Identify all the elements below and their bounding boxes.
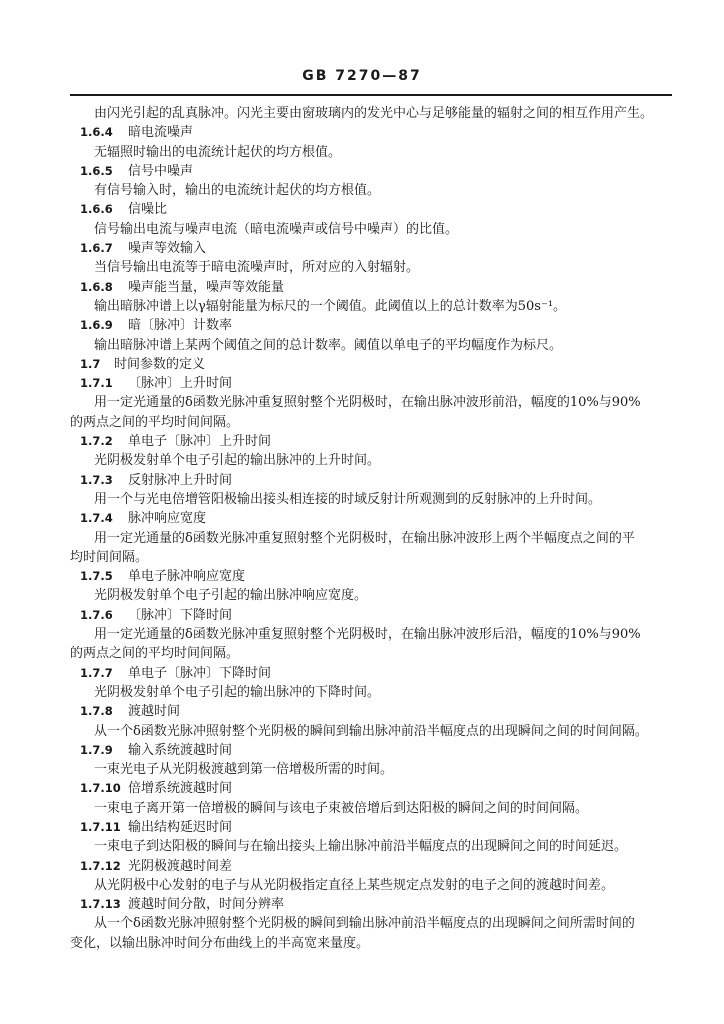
- clause-number: 1.6.4: [80, 125, 113, 140]
- clause-title: 反射脉冲上升时间: [128, 472, 233, 488]
- paragraph-line: 输出暗脉冲谱上以γ辐射能量为标尺的一个阈值。此阈值以上的总计数率为50s⁻¹。: [94, 298, 567, 314]
- clause-heading: [70, 567, 674, 586]
- clause-title: 暗〔脉冲〕计数率: [128, 318, 233, 334]
- clause-heading: [70, 471, 674, 490]
- clause-heading: [70, 200, 674, 219]
- clause-heading: [70, 606, 674, 625]
- document-body: [70, 104, 674, 953]
- paragraph-continuation: 的两点之间的平均时间间隔。: [70, 414, 240, 430]
- paragraph-line: 用一定光通量的δ函数光脉冲重复照射整个光阴极时，在输出脉冲波形前沿，幅度的10%与90%: [94, 395, 641, 411]
- paragraph-line: 一束电子离开第一倍增极的瞬间与该电子束被倍增后到达阳极的瞬间之间的时间间隔。: [94, 800, 589, 816]
- section-heading: [70, 355, 674, 374]
- clause-title: 渡越时间分散，时间分辨率: [128, 897, 285, 913]
- clause-number: 1.7.10: [80, 781, 121, 796]
- clause-title: 渡越时间: [128, 704, 181, 720]
- paragraph-line: 输出暗脉冲谱上某两个阈值之间的总计数率。阈值以单电子的平均幅度作为标尺。: [94, 337, 563, 353]
- paragraph-line: 信号输出电流与噪声电流（暗电流噪声或信号中噪声）的比值。: [94, 221, 459, 237]
- clause-title: 脉冲响应宽度: [128, 511, 207, 527]
- clause-number: 1.7.8: [80, 704, 113, 719]
- paragraph-continuation: 的两点之间的平均时间间隔。: [70, 646, 240, 662]
- clause-heading: [70, 664, 674, 683]
- paragraph-line: 当信号输出电流等于暗电流噪声时，所对应的入射辐射。: [94, 260, 420, 276]
- clause-heading: [70, 509, 674, 528]
- page-header: [0, 68, 724, 84]
- paragraph-continuation: 变化，以输出脉冲时间分布曲线上的半高宽来量度。: [70, 935, 370, 951]
- clause-title: 暗电流噪声: [128, 125, 194, 141]
- clause-heading: [70, 162, 674, 181]
- clause-title: 噪声等效输入: [128, 241, 207, 257]
- clause-title: 信噪比: [128, 202, 168, 218]
- clause-number: 1.6.8: [80, 279, 113, 294]
- paragraph-line: 用一个与光电倍增管阳极输出接头相连接的时域反射计所观测到的反射脉冲的上升时间。: [94, 491, 602, 507]
- standard-number: GB 7270—87: [302, 68, 422, 84]
- clause-heading: [70, 857, 674, 876]
- clause-title: 信号中噪声: [128, 163, 194, 179]
- clause-heading: [70, 278, 674, 297]
- clause-number: 1.7.12: [80, 858, 121, 873]
- clause-heading: [70, 432, 674, 451]
- clause-number: 1.6.5: [80, 163, 113, 178]
- paragraph-line: 从光阴极中心发射的电子与从光阴极指定直径上某些规定点发射的电子之间的渡越时间差。: [94, 877, 615, 893]
- paragraph-line: 用一定光通量的δ函数光脉冲重复照射整个光阴极时，在输出脉冲波形后沿，幅度的10%与90%: [94, 627, 641, 643]
- clause-number: 1.7.5: [80, 569, 113, 584]
- paragraph-line: 从一个δ函数光脉冲照射整个光阴极的瞬间到输出脉冲前沿半幅度点的出现瞬间之间的时间间隔。: [94, 723, 648, 739]
- clause-heading: [70, 741, 674, 760]
- clause-title: 噪声能当量，噪声等效能量: [128, 279, 285, 295]
- clause-title: 输出结构延迟时间: [128, 819, 233, 835]
- clause-number: 1.7.13: [80, 897, 121, 912]
- clause-number: 1.7.2: [80, 434, 113, 449]
- paragraph-line: 光阴极发射单个电子引起的输出脉冲响应宽度。: [94, 588, 368, 604]
- clause-heading: [70, 895, 674, 914]
- clause-title: 〔脉冲〕下降时间: [128, 607, 233, 623]
- clause-number: 1.6.9: [80, 318, 113, 333]
- clause-heading: [70, 374, 674, 393]
- clause-number: 1.7.4: [80, 511, 113, 526]
- clause-heading: [70, 818, 674, 837]
- paragraph-line: 光阴极发射单个电子引起的输出脉冲的下降时间。: [94, 684, 381, 700]
- clause-number: 1.6.6: [80, 202, 113, 217]
- clause-heading: [70, 316, 674, 335]
- clause-number: 1.6.7: [80, 241, 113, 256]
- clause-number: 1.7.9: [80, 742, 113, 757]
- clause-number: 1.7.6: [80, 607, 113, 622]
- paragraph-line: 一束光电子从光阴极渡越到第一倍增极所需的时间。: [94, 762, 394, 778]
- clause-title: 单电子〔脉冲〕下降时间: [128, 665, 272, 681]
- clause-number: 1.7.11: [80, 819, 121, 834]
- clause-title: 〔脉冲〕上升时间: [128, 376, 233, 392]
- clause-number: 1.7.7: [80, 665, 113, 680]
- clause-heading: [70, 123, 674, 142]
- paragraph-line: 由闪光引起的乱真脉冲。闪光主要由窗玻璃内的发光中心与足够能量的辐射之间的相互作用产生。: [94, 106, 654, 121]
- paragraph-line: 有信号输入时，输出的电流统计起伏的均方根值。: [94, 183, 381, 199]
- header-rule: [70, 94, 672, 96]
- paragraph-line: 用一定光通量的δ函数光脉冲重复照射整个光阴极时，在输出脉冲波形上两个半幅度点之间的平: [94, 530, 635, 546]
- clause-number: 1.7: [80, 356, 101, 371]
- clause-title: 单电子脉冲响应宽度: [128, 569, 246, 585]
- paragraph-line: 一束电子到达阳极的瞬间与在输出接头上输出脉冲前沿半幅度点的出现瞬间之间的时间延迟。: [94, 839, 628, 855]
- clause-title: 时间参数的定义: [114, 356, 206, 372]
- paragraph-line: 光阴极发射单个电子引起的输出脉冲的上升时间。: [94, 453, 381, 469]
- clause-number: 1.7.1: [80, 376, 113, 391]
- paragraph-continuation: 均时间间隔。: [70, 549, 149, 565]
- clause-heading: [70, 702, 674, 721]
- clause-heading: [70, 239, 674, 258]
- paragraph-line: 从一个δ函数光脉冲照射整个光阴极的瞬间到输出脉冲前沿半幅度点的出现瞬间之间所需时间的: [94, 916, 635, 932]
- clause-heading: [70, 779, 674, 798]
- clause-number: 1.7.3: [80, 472, 113, 487]
- paragraph-line: 无辐照时输出的电流统计起伏的均方根值。: [94, 144, 342, 160]
- clause-title: 光阴极渡越时间差: [128, 858, 233, 874]
- clause-title: 单电子〔脉冲〕上升时间: [128, 434, 272, 450]
- clause-title: 倍增系统渡越时间: [128, 781, 233, 797]
- clause-title: 输入系统渡越时间: [128, 742, 233, 758]
